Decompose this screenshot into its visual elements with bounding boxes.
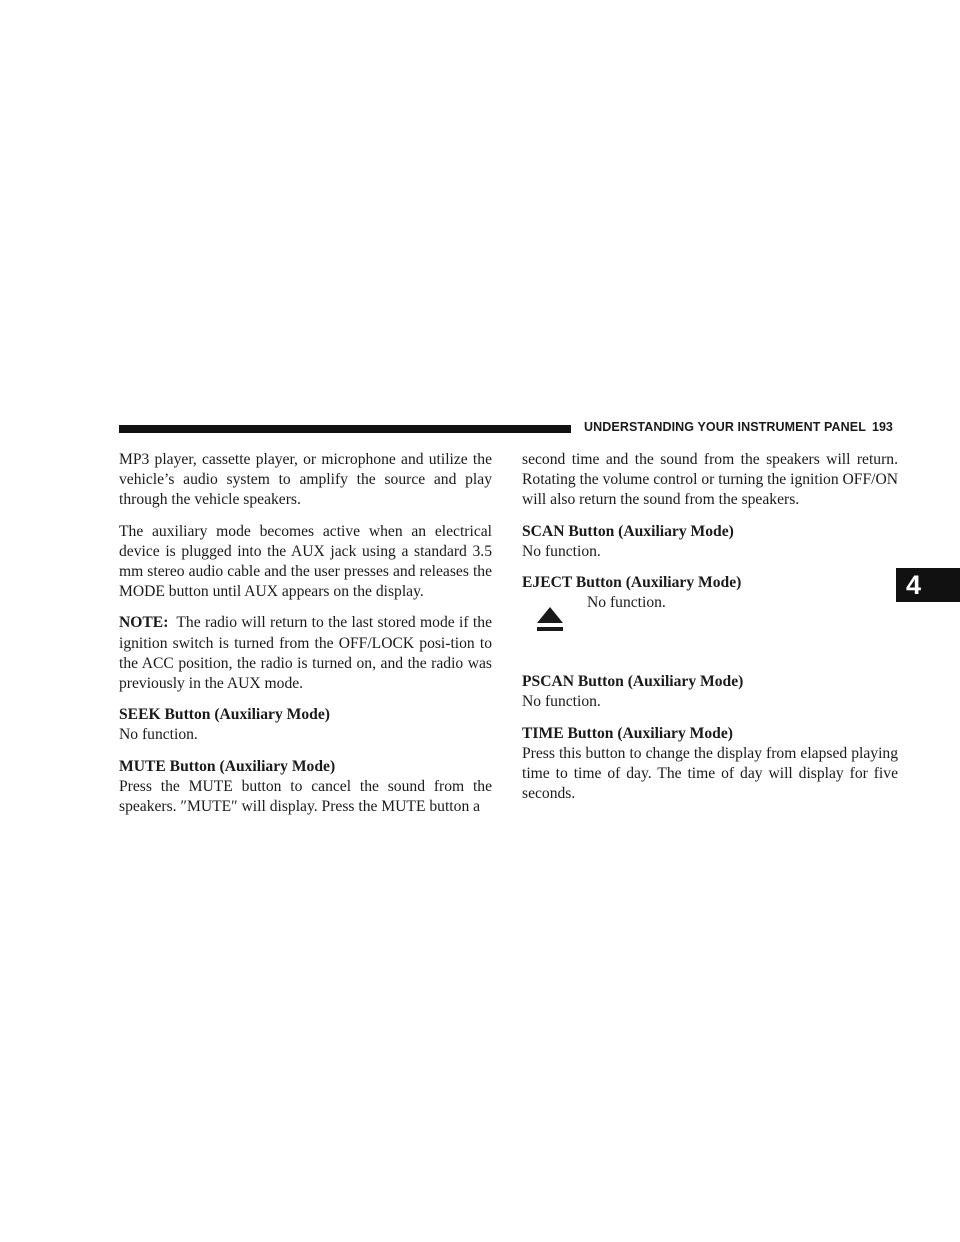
pscan-text: No function. [522, 693, 601, 711]
seek-heading: SEEK Button (Auxiliary Mode) [119, 706, 330, 724]
mute-continued-paragraph: second time and the sound from the speakers will return. Rotating the volume control or turning the ignition OFF/ON will also return the sound from the speakers. [522, 451, 898, 509]
aux-mode-paragraph: The auxiliary mode becomes active when an electrical device is plugged into the AUX jack using a standard 3.5 mm stereo audio cable and the user presses and releases the MODE button until AUX appears on the display. [119, 522, 492, 601]
note-label: NOTE: [119, 614, 169, 632]
pscan-heading: PSCAN Button (Auxiliary Mode) [522, 673, 744, 691]
scan-heading: SCAN Button (Auxiliary Mode) [522, 522, 734, 540]
note-paragraph [119, 613, 492, 694]
left-column [119, 450, 492, 828]
time-text: Press this button to change the display from elapsed playing time to time of day. The time of day will display for five seconds. [522, 744, 898, 803]
eject-heading: EJECT Button (Auxiliary Mode) [522, 574, 742, 592]
intro-paragraph: MP3 player, cassette player, or microphone and utilize the vehicle’s audio system to amplify the source and play through the vehicle speakers. [119, 451, 492, 509]
section-header-title: UNDERSTANDING YOUR INSTRUMENT PANEL [584, 420, 866, 434]
time-heading: TIME Button (Auxiliary Mode) [522, 724, 733, 742]
chapter-tab: 4 [896, 568, 960, 602]
note-text: The radio will return to the last stored mode if the ignition switch is turned from the OFF/LOCK posi-tion to the ACC position, the radio is turned on, and the radio was previously in the AUX mode. [119, 614, 492, 693]
seek-text: No function. [119, 726, 198, 744]
eject-text: No function. [587, 594, 666, 612]
header-rule [119, 425, 571, 433]
mute-text: Press the MUTE button to cancel the sound from the speakers. ″MUTE″ will display. Press the MUTE button a [119, 777, 492, 816]
right-column [522, 450, 898, 815]
scan-text: No function. [522, 542, 601, 560]
eject-row [522, 593, 898, 661]
eject-icon [536, 605, 564, 633]
mute-heading: MUTE Button (Auxiliary Mode) [119, 757, 336, 775]
page-number: 193 [872, 420, 893, 434]
